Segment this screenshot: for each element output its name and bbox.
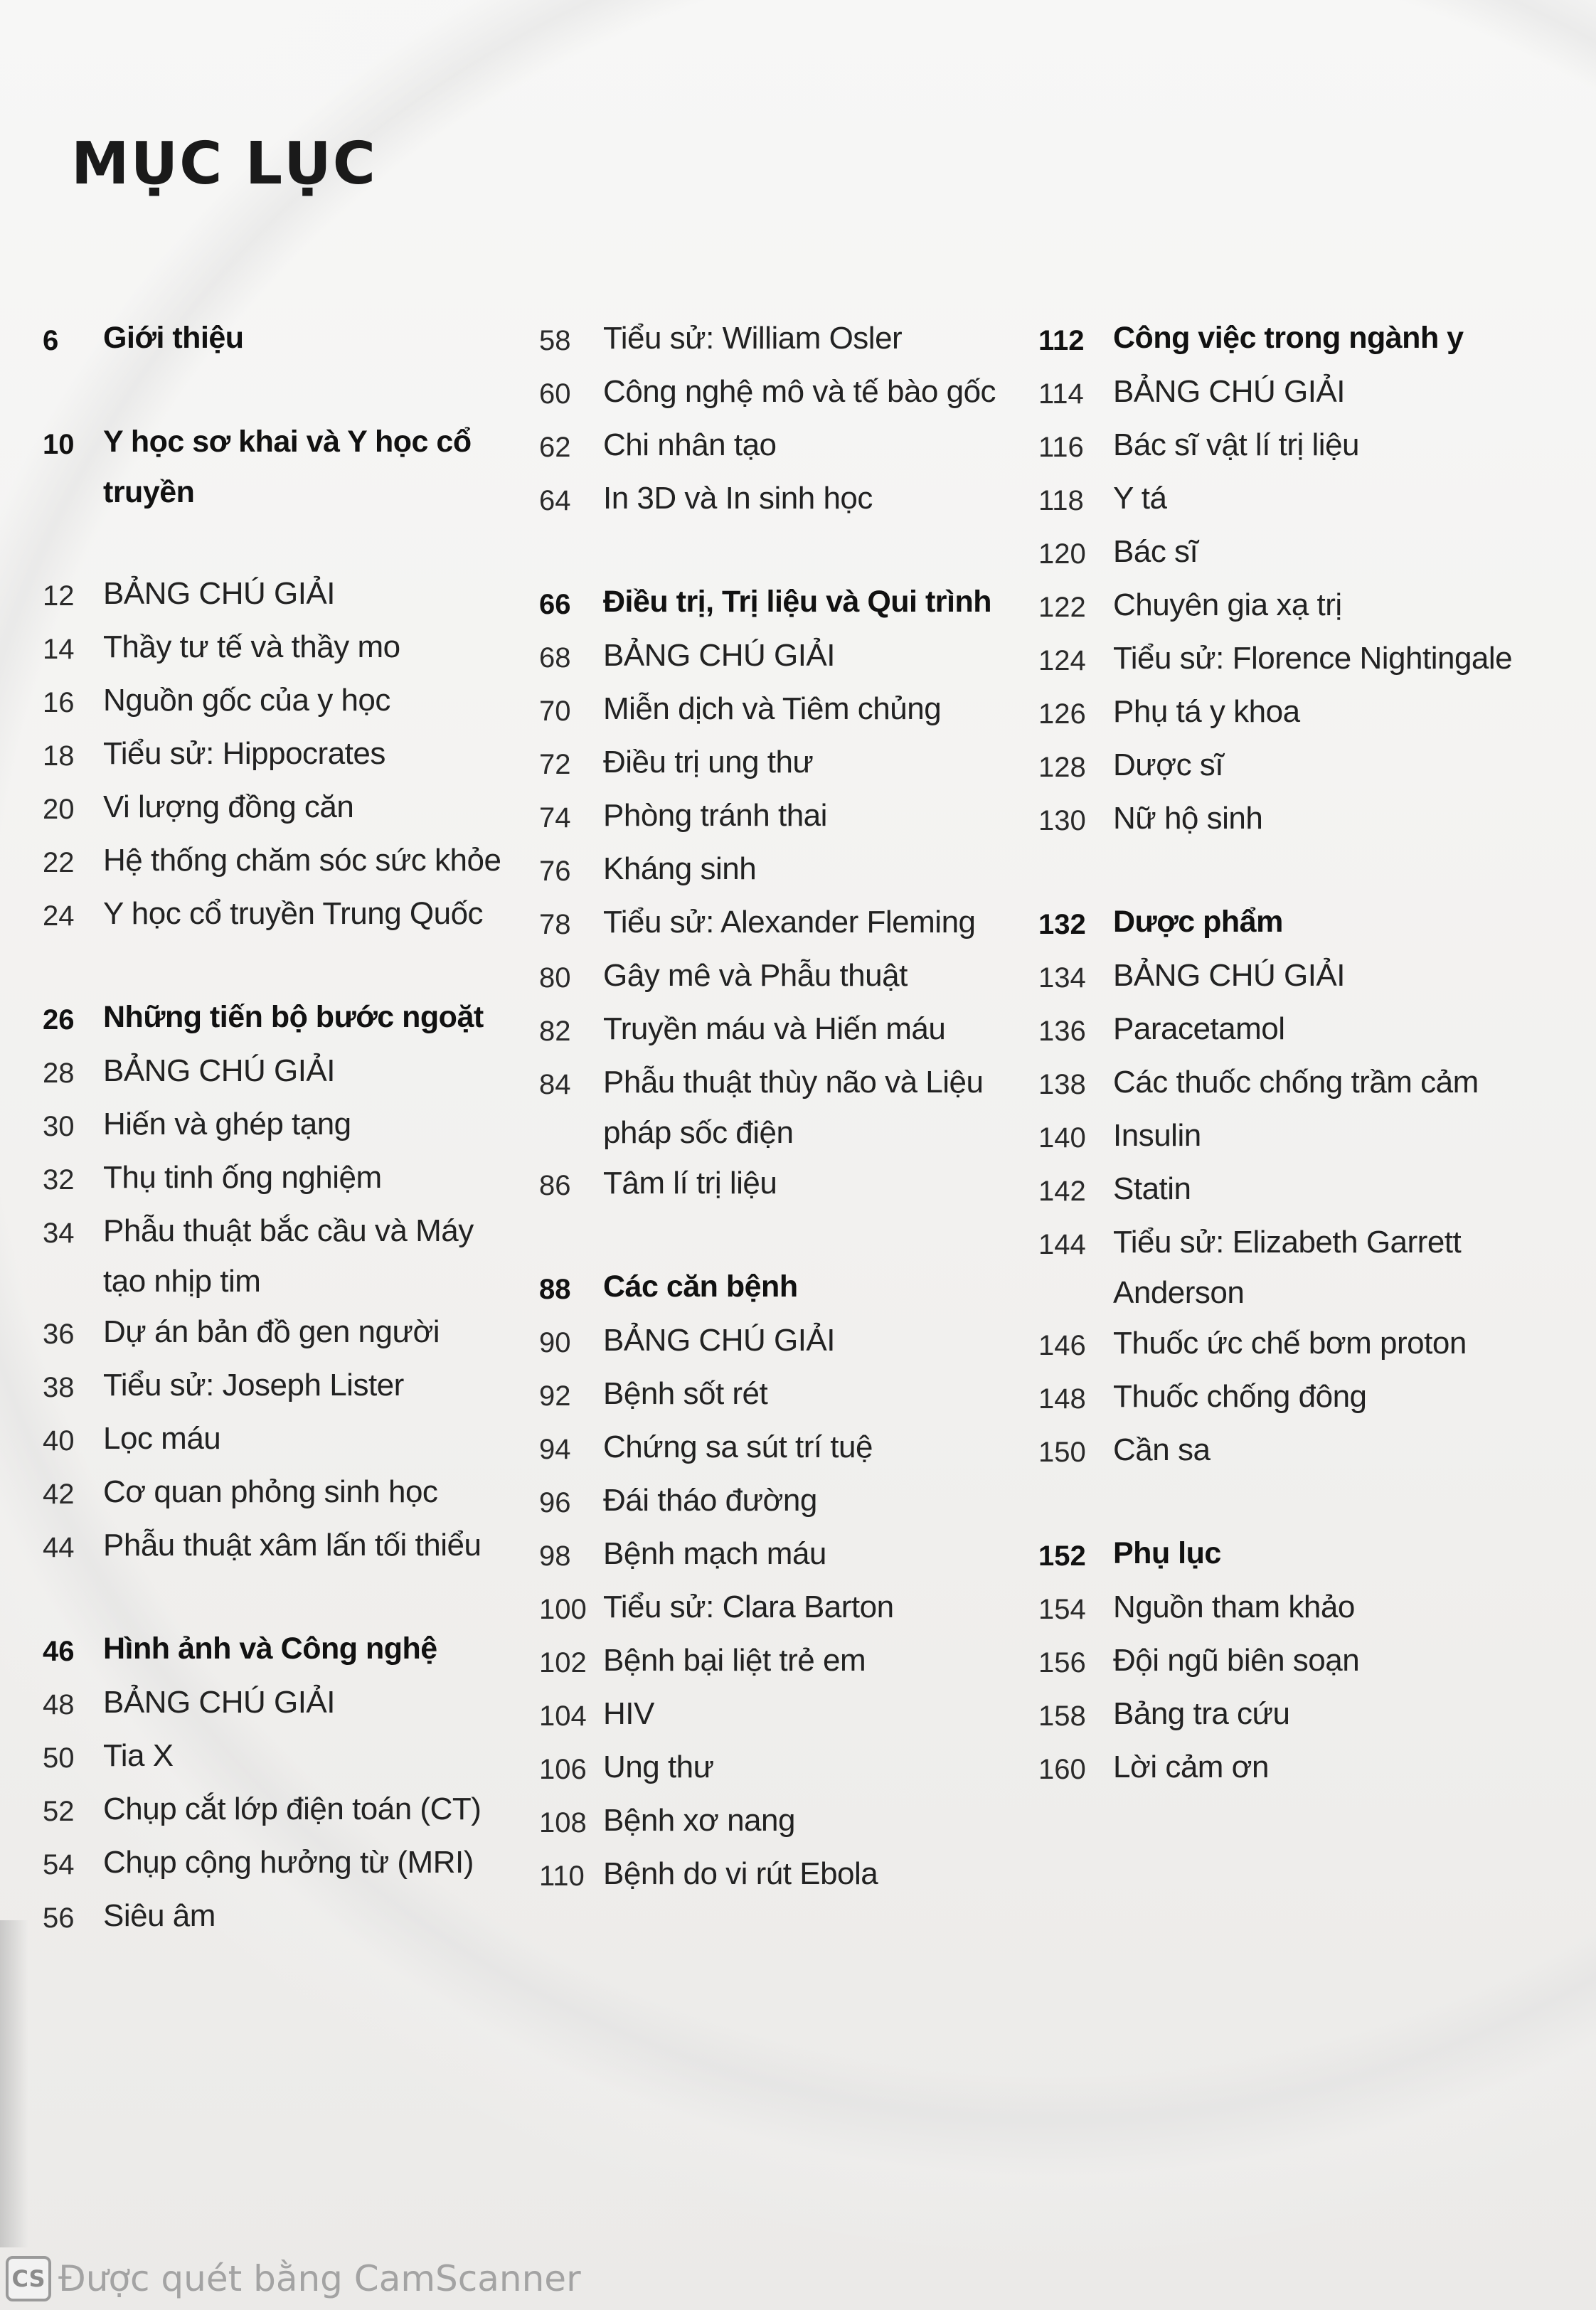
toc-page-number: 86 [539,1170,571,1201]
toc-entry [43,888,512,942]
toc-page-number: 148 [1038,1383,1086,1415]
camscanner-watermark [6,2256,581,2301]
toc-section-title: Phụ lục [1113,1536,1221,1570]
toc-page-number: 96 [539,1487,571,1518]
toc-entry [539,1315,1009,1368]
toc-entry [43,835,512,888]
toc-entry-title: BẢNG CHÚ GIẢI [1113,374,1345,409]
toc-page-number: 72 [539,749,571,780]
toc-entry [539,1057,1009,1158]
toc-entry-title: Dược sĩ [1113,747,1224,782]
toc-page-number: 10 [43,429,75,460]
toc-entry [43,622,512,675]
toc-entry-title: Công nghệ mô và tế bào gốc [603,374,996,409]
toc-entry [539,1742,1009,1795]
toc-entry-title: Ung thư [603,1750,714,1784]
toc-entry [539,1795,1009,1848]
toc-entry [43,1205,512,1306]
toc-entry [539,950,1009,1004]
toc-page-number: 110 [539,1861,585,1892]
toc-entry [43,568,512,622]
toc-page-number: 28 [43,1058,75,1089]
toc-page-number: 152 [1038,1540,1086,1572]
toc-page-number: 92 [539,1380,571,1412]
toc-entry [43,782,512,835]
toc-section-title: Dược phẩm [1113,905,1283,939]
section-spacer [1038,846,1550,897]
toc-entry-title: BẢNG CHÚ GIẢI [1113,958,1345,993]
toc-page-number: 150 [1038,1437,1086,1468]
toc-entry-title: Thuốc chống đông [1113,1379,1367,1414]
toc-entry-title: Tiểu sử: Joseph Lister [103,1368,404,1402]
toc-entry-title: Dự án bản đồ gen người [103,1314,440,1349]
toc-section-heading [539,1262,1009,1315]
toc-page-number: 116 [1038,432,1084,463]
toc-entry [539,1422,1009,1475]
toc-page-number: 74 [539,802,571,834]
toc-page-number: 14 [43,634,75,665]
toc-page-number: 102 [539,1647,587,1678]
toc-page-number: 16 [43,687,75,718]
toc-entry-title: Điều trị ung thư [603,745,814,779]
toc-entry-title: Bác sĩ vật lí trị liệu [1113,427,1360,462]
toc-page-number: 26 [43,1004,75,1036]
toc-entry-title: Tiểu sử: Florence Nightingale [1113,641,1513,676]
toc-page-number: 42 [43,1479,75,1510]
toc-page-number: 130 [1038,805,1086,836]
toc-entry [539,366,1009,420]
toc-entry-title: Thuốc ức chế bơm proton [1113,1326,1467,1361]
toc-entry [1038,1217,1550,1318]
toc-entry-title: Bảng tra cứu [1113,1696,1290,1731]
toc-section-heading [43,417,512,518]
toc-page-number: 140 [1038,1122,1086,1154]
toc-entry [1038,1164,1550,1217]
toc-entry-title: Statin [1113,1171,1191,1206]
toc-entry-title: Phẫu thuật xâm lấn tối thiểu [103,1528,482,1563]
toc-page-number: 104 [539,1700,587,1732]
toc-page-number: 90 [539,1327,571,1358]
page-edge-shadow [0,1920,28,2247]
toc-entry-title: Tiểu sử: Clara Barton [603,1590,894,1624]
toc-page-number: 138 [1038,1069,1086,1100]
toc-page-number: 142 [1038,1176,1086,1207]
toc-page-number: 64 [539,485,571,516]
section-spacer [43,1573,512,1624]
toc-page-number: 98 [539,1540,571,1572]
toc-page-number: 158 [1038,1700,1086,1732]
toc-entry-title: Chứng sa sút trí tuệ [603,1430,873,1464]
toc-entry [1038,1742,1550,1795]
section-spacer [43,366,512,417]
toc-section-heading [43,313,512,366]
watermark-text: Được quét bằng CamScanner [58,2258,581,2299]
toc-page-number: 114 [1038,378,1084,410]
toc-section-title: Hình ảnh và Công nghệ [103,1632,437,1666]
toc-section-heading [43,1624,512,1677]
toc-entry [1038,740,1550,793]
toc-page-number: 112 [1038,325,1085,356]
toc-page-number: 32 [43,1164,75,1196]
toc-page-number: 88 [539,1274,571,1305]
toc-entry-title: BẢNG CHÚ GIẢI [103,1685,335,1720]
toc-entry [43,1890,512,1944]
toc-page-number: 132 [1038,909,1086,940]
toc-page-number: 54 [43,1849,75,1880]
toc-entry-title: Đái tháo đường [603,1483,817,1518]
toc-column-2 [539,313,1009,1902]
section-spacer [1038,1478,1550,1528]
toc-entry-title: Tiểu sử: Elizabeth Garrett Anderson [1113,1225,1462,1310]
toc-page-number: 68 [539,642,571,674]
toc-page-number: 146 [1038,1330,1086,1361]
toc-entry-title: Bệnh xơ nang [603,1803,795,1838]
toc-entry [1038,1371,1550,1425]
toc-page-number: 50 [43,1742,75,1774]
toc-page-number: 70 [539,696,571,727]
toc-page-number: 82 [539,1016,571,1047]
toc-page-number: 20 [43,794,75,825]
toc-entry [1038,1582,1550,1635]
toc-entry [1038,686,1550,740]
toc-column-1 [43,313,512,1944]
toc-entry [539,313,1009,366]
toc-entry [539,630,1009,683]
toc-page-number: 94 [539,1434,571,1465]
toc-entry [1038,1110,1550,1164]
toc-entry [539,473,1009,526]
toc-entry-title: BẢNG CHÚ GIẢI [103,1053,335,1088]
toc-entry [43,728,512,782]
toc-page-number: 48 [43,1689,75,1720]
toc-entry [539,683,1009,737]
toc-entry-title: Phụ tá y khoa [1113,694,1300,729]
toc-entry [43,1730,512,1784]
toc-section-heading [1038,1528,1550,1582]
toc-entry-title: BẢNG CHÚ GIẢI [603,1323,835,1358]
toc-page-number: 36 [43,1319,75,1350]
toc-page-number: 52 [43,1796,75,1827]
toc-entry [43,1360,512,1413]
toc-page-number: 106 [539,1754,587,1785]
toc-entry [43,1520,512,1573]
toc-page-number: 60 [539,378,571,410]
toc-entry-title: Hiến và ghép tạng [103,1107,351,1141]
toc-entry-title: Tâm lí trị liệu [603,1166,777,1201]
toc-entry [1038,580,1550,633]
toc-entry [43,1467,512,1520]
toc-entry [539,1158,1009,1211]
toc-entry-title: In 3D và In sinh học [603,481,873,516]
section-spacer [43,942,512,992]
toc-entry-title: Nữ hộ sinh [1113,801,1263,836]
toc-entry [1038,1004,1550,1057]
toc-entry [43,1784,512,1837]
toc-entry-title: Cần sa [1113,1432,1211,1467]
toc-entry-title: Y học cổ truyền Trung Quốc [103,896,484,931]
toc-section-heading [539,577,1009,630]
toc-entry-title: Paracetamol [1113,1011,1285,1046]
toc-entry [1038,1318,1550,1371]
toc-entry-title: Y tá [1113,481,1167,516]
toc-entry-title: Kháng sinh [603,851,757,886]
toc-page-number: 30 [43,1111,75,1142]
toc-page-number: 46 [43,1636,75,1667]
toc-page-number: 62 [539,432,571,463]
toc-entry-title: Tia X [103,1738,174,1773]
toc-entry [1038,633,1550,686]
toc-entry-title: Siêu âm [103,1898,216,1933]
toc-entry [43,1413,512,1467]
toc-entry-title: Phòng tránh thai [603,798,827,833]
section-spacer [539,526,1009,577]
toc-page-number: 160 [1038,1754,1086,1785]
toc-section-heading [1038,313,1550,366]
toc-entry-title: Truyền máu và Hiến máu [603,1011,946,1046]
toc-page-number: 84 [539,1069,571,1100]
toc-entry-title: BẢNG CHÚ GIẢI [603,638,835,673]
toc-entry-title: Chụp cộng hưởng từ (MRI) [103,1845,474,1880]
toc-entry-title: Tiểu sử: Hippocrates [103,736,385,771]
toc-section-title: Công việc trong ngành y [1113,321,1464,355]
toc-entry [43,1099,512,1152]
toc-entry [43,1152,512,1205]
toc-entry [539,1528,1009,1582]
toc-entry [539,897,1009,950]
toc-entry [1038,473,1550,526]
toc-page-number: 18 [43,740,75,772]
toc-entry [1038,950,1550,1004]
toc-entry [539,1848,1009,1902]
toc-page-number: 108 [539,1807,587,1838]
toc-page-number: 126 [1038,698,1086,730]
toc-page-number: 120 [1038,538,1086,570]
toc-entry-title: Phẫu thuật bắc cầu và Máy tạo nhịp tim [103,1213,474,1299]
toc-entry [539,1475,1009,1528]
toc-entry [1038,1425,1550,1478]
toc-section-title: Giới thiệu [103,321,244,355]
toc-page-number: 118 [1038,485,1084,516]
section-spacer [43,518,512,568]
toc-page-number: 156 [1038,1647,1086,1678]
toc-entry [1038,793,1550,846]
toc-entry-title: Lời cảm ơn [1113,1750,1269,1784]
toc-page-number: 24 [43,900,75,932]
toc-page-number: 58 [539,325,571,356]
toc-entry-title: Bác sĩ [1113,534,1198,569]
toc-section-heading [43,992,512,1045]
toc-page-number: 122 [1038,592,1086,623]
toc-page-number: 34 [43,1218,75,1249]
toc-entry [43,1306,512,1360]
toc-entry-title: Hệ thống chăm sóc sức khỏe [103,843,501,878]
toc-page-number: 128 [1038,752,1086,783]
toc-entry [539,1635,1009,1688]
toc-section-title: Những tiến bộ bước ngoặt [103,1000,484,1034]
toc-entry-title: HIV [603,1696,654,1731]
toc-page-number: 12 [43,580,75,612]
toc-entry [539,1368,1009,1422]
toc-page-number: 6 [43,325,59,356]
toc-entry-title: Bệnh bại liệt trẻ em [603,1643,866,1678]
toc-page-number: 134 [1038,962,1086,994]
toc-entry-title: Vi lượng đồng căn [103,789,354,824]
toc-page-number: 100 [539,1594,587,1625]
section-spacer [539,1211,1009,1262]
toc-entry [539,420,1009,473]
toc-page-number: 154 [1038,1594,1086,1625]
toc-entry [1038,1057,1550,1110]
toc-entry-title: Nguồn gốc của y học [103,683,390,718]
toc-entry-title: Tiểu sử: William Osler [603,321,903,356]
toc-entry [539,1582,1009,1635]
toc-entry-title: Bệnh mạch máu [603,1536,826,1571]
toc-entry-title: Chụp cắt lớp điện toán (CT) [103,1792,482,1826]
toc-page-number: 40 [43,1425,75,1457]
toc-entry [1038,1688,1550,1742]
toc-entry-title: Gây mê và Phẫu thuật [603,958,908,993]
toc-entry [539,790,1009,843]
toc-entry-title: Phẫu thuật thùy não và Liệu pháp sốc điện [603,1065,984,1150]
toc-entry [43,675,512,728]
camscanner-logo-icon: CS [6,2256,51,2301]
toc-entry-title: Bệnh do vi rút Ebola [603,1856,878,1891]
toc-entry-title: Đội ngũ biên soạn [1113,1643,1360,1678]
toc-entry-title: Tiểu sử: Alexander Fleming [603,905,976,940]
toc-entry-title: Chi nhân tạo [603,427,777,462]
toc-section-title: Điều trị, Trị liệu và Qui trình [603,585,991,619]
toc-page-number: 22 [43,847,75,878]
toc-entry-title: Chuyên gia xạ trị [1113,587,1342,622]
toc-page-number: 44 [43,1532,75,1563]
toc-page-number: 38 [43,1372,75,1403]
toc-entry [1038,526,1550,580]
toc-page-number: 76 [539,856,571,887]
toc-page-number: 136 [1038,1016,1086,1047]
toc-entry-title: Insulin [1113,1118,1201,1153]
toc-entry-title: Bệnh sốt rét [603,1376,768,1411]
toc-section-heading [1038,897,1550,950]
toc-entry-title: Các thuốc chống trầm cảm [1113,1065,1479,1100]
toc-entry-title: Cơ quan phỏng sinh học [103,1474,438,1509]
toc-page-number: 78 [539,909,571,940]
toc-entry [539,843,1009,897]
toc-entry-title: BẢNG CHÚ GIẢI [103,576,335,611]
toc-entry [43,1837,512,1890]
toc-entry [539,1688,1009,1742]
toc-entry [1038,366,1550,420]
toc-column-3 [1038,313,1550,1795]
toc-page-number: 80 [539,962,571,994]
toc-section-title: Y học sơ khai và Y học cổ truyền [103,425,472,509]
toc-entry [1038,420,1550,473]
toc-entry-title: Miễn dịch và Tiêm chủng [603,691,942,726]
toc-page-number: 144 [1038,1229,1086,1260]
toc-page-number: 124 [1038,645,1086,676]
toc-entry [43,1045,512,1099]
toc-entry [43,1677,512,1730]
toc-page-number: 56 [43,1902,75,1934]
toc-entry [539,1004,1009,1057]
toc-entry [539,737,1009,790]
toc-page-number: 66 [539,589,571,620]
toc-entry-title: Thầy tư tế và thầy mo [103,629,400,664]
toc-entry-title: Thụ tinh ống nghiệm [103,1160,382,1195]
page-title: MỤC LỤC [71,130,377,198]
toc-entry-title: Lọc máu [103,1421,221,1456]
toc-entry [1038,1635,1550,1688]
toc-entry-title: Nguồn tham khảo [1113,1590,1355,1624]
toc-section-title: Các căn bệnh [603,1270,798,1304]
